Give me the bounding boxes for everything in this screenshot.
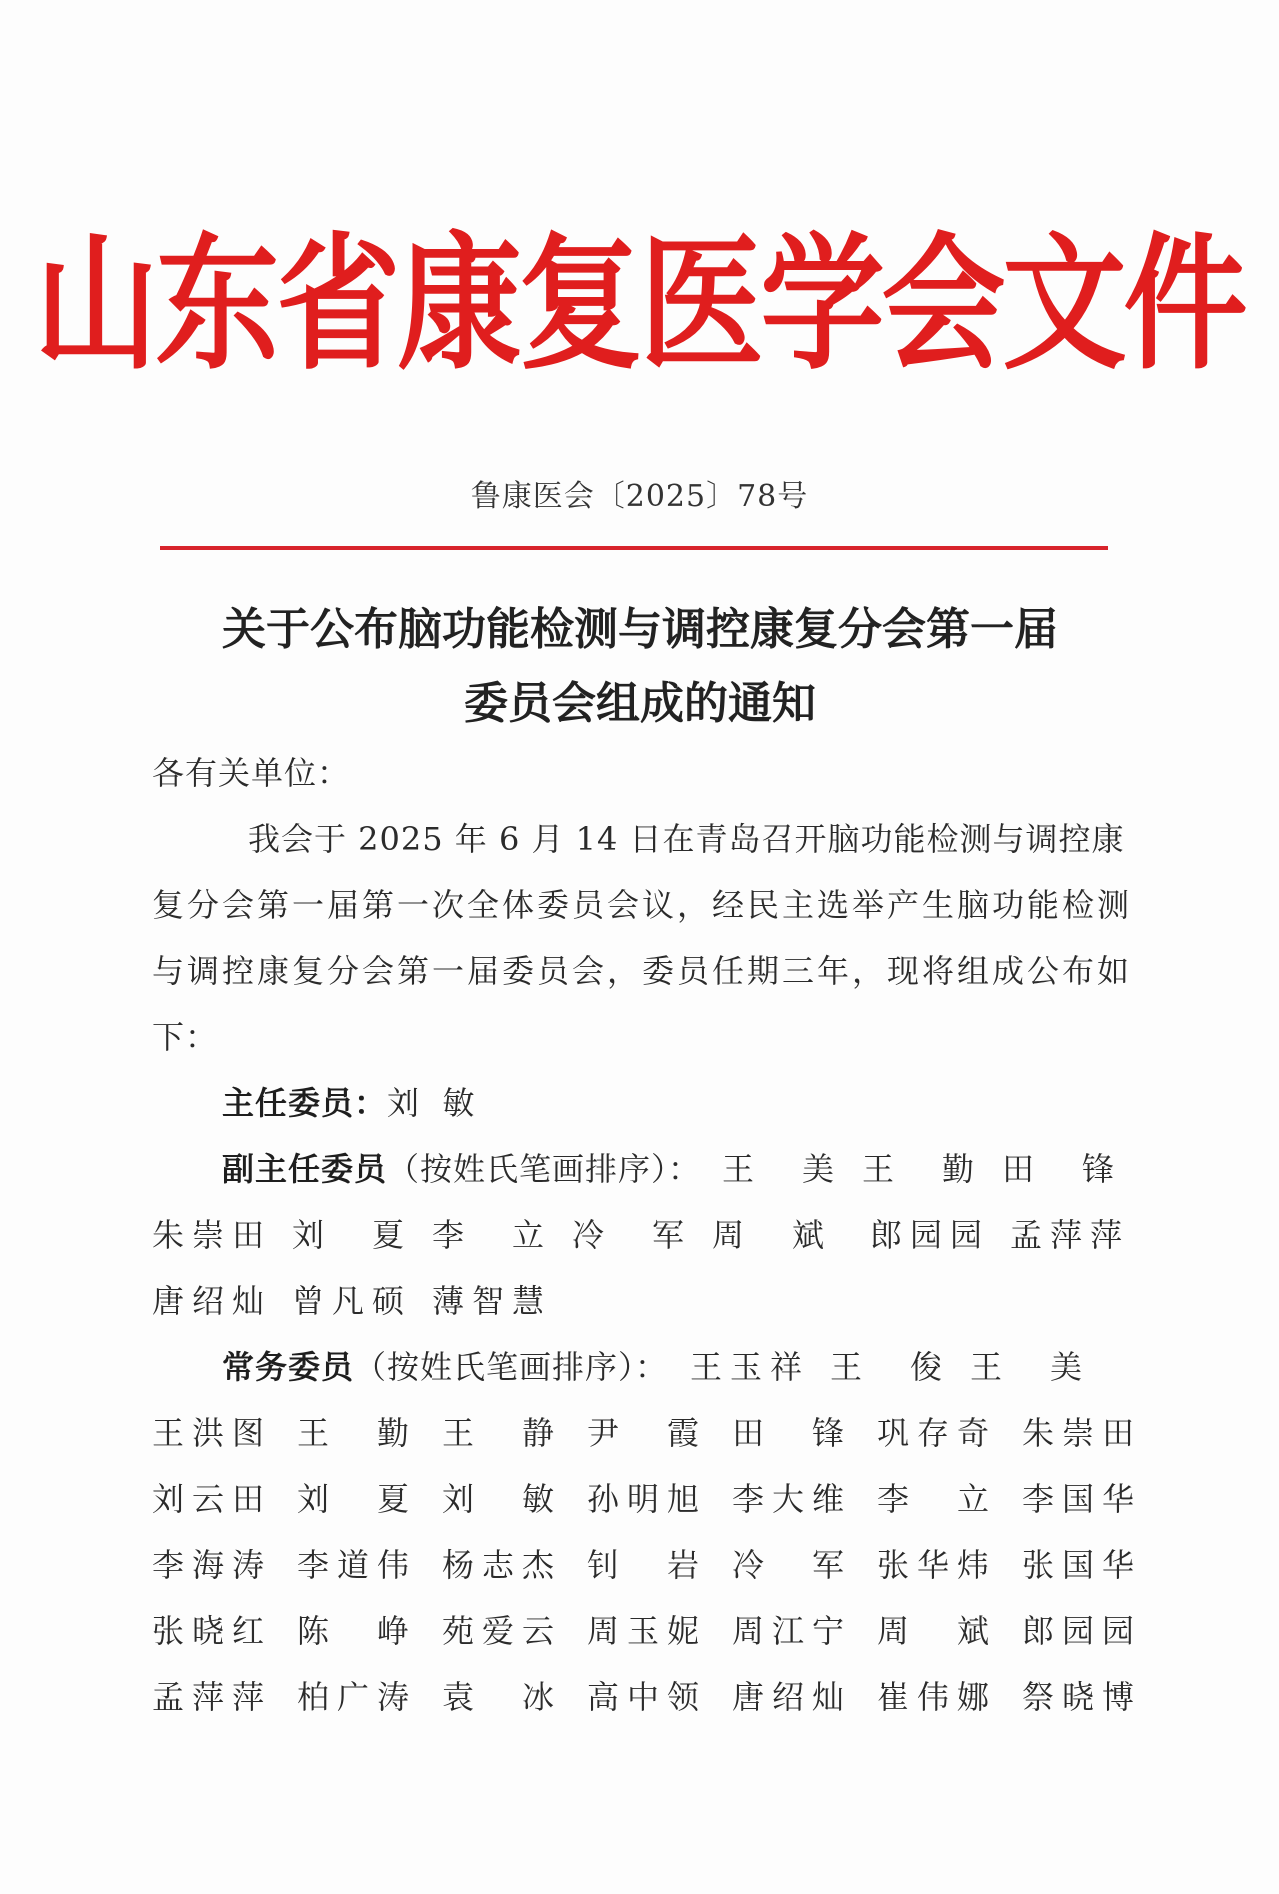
standing-member-name: 李 立 xyxy=(877,1480,989,1518)
standing-member-name: 杨志杰 xyxy=(442,1546,554,1584)
standing-members-row xyxy=(152,1410,1132,1456)
standing-member-name: 王 静 xyxy=(442,1414,554,1452)
vice-chairs-row xyxy=(152,1212,1132,1258)
vice-chair-name: 唐绍灿 xyxy=(152,1282,264,1320)
document-number: 鲁康医会〔2025〕78号 xyxy=(470,479,809,514)
standing-members-row xyxy=(152,1542,1132,1588)
standing-member-name: 田 锋 xyxy=(732,1414,844,1452)
standing-members-note: （按姓氏笔画排序）： xyxy=(354,1348,669,1386)
standing-member-name: 钊 岩 xyxy=(587,1546,699,1584)
standing-member-name: 张华炜 xyxy=(877,1546,989,1584)
standing-members-row xyxy=(152,1674,1132,1720)
chair-name: 刘 敏 xyxy=(387,1084,476,1122)
standing-member-name: 陈 峥 xyxy=(297,1612,409,1650)
notice-title-line-2: 委员会组成的通知 xyxy=(464,678,816,729)
standing-member-name: 王洪图 xyxy=(152,1414,264,1452)
standing-member-name: 李海涛 xyxy=(152,1546,264,1584)
standing-member-name: 巩存奇 xyxy=(877,1414,989,1452)
standing-member-name: 朱崇田 xyxy=(1022,1414,1134,1452)
vice-chair-name: 孟萍萍 xyxy=(1010,1216,1122,1254)
standing-member-name: 张晓红 xyxy=(152,1612,264,1650)
vice-chair-name: 冷 军 xyxy=(572,1216,684,1254)
standing-members-row xyxy=(152,1476,1132,1522)
vice-chair-name: 曾凡硕 xyxy=(292,1282,404,1320)
standing-member-name: 冷 军 xyxy=(732,1546,844,1584)
chair-line xyxy=(222,1080,1202,1126)
standing-member-name: 王 勤 xyxy=(297,1414,409,1452)
vice-chair-name: 王 美 xyxy=(722,1150,834,1188)
vice-chair-name: 薄智慧 xyxy=(432,1282,544,1320)
standing-member-name: 袁 冰 xyxy=(442,1678,554,1716)
vice-chair-name: 田 锋 xyxy=(1002,1150,1114,1188)
standing-member-name: 崔伟娜 xyxy=(877,1678,989,1716)
standing-member-name: 周江宁 xyxy=(732,1612,844,1650)
standing-member-name: 周玉妮 xyxy=(587,1612,699,1650)
standing-member-name: 李道伟 xyxy=(297,1546,409,1584)
standing-member-name: 李大维 xyxy=(732,1480,844,1518)
standing-member-name: 刘云田 xyxy=(152,1480,264,1518)
standing-members-label: 常务委员 xyxy=(222,1348,355,1386)
masthead-title: 山东省康复医学会文件 xyxy=(34,219,1245,391)
salutation: 各有关单位： xyxy=(152,754,351,792)
chair-label: 主任委员： xyxy=(222,1084,388,1122)
body-line-2: 复分会第一届第一次全体委员会议，经民主选举产生脑功能检测 xyxy=(152,886,1130,924)
vice-chairs-first-line-names xyxy=(152,1146,1132,1192)
standing-member-name: 李国华 xyxy=(1022,1480,1134,1518)
body-line-4: 下： xyxy=(152,1018,219,1056)
vice-chairs-note: （按姓氏笔画排序）： xyxy=(387,1150,702,1188)
standing-member-name: 王 俊 xyxy=(830,1348,942,1386)
vice-chair-name: 朱崇田 xyxy=(152,1216,264,1254)
standing-member-name: 苑爱云 xyxy=(442,1612,554,1650)
standing-member-name: 刘 敏 xyxy=(442,1480,554,1518)
standing-member-name: 尹 霞 xyxy=(587,1414,699,1452)
standing-member-name: 王 美 xyxy=(970,1348,1082,1386)
red-divider-rule xyxy=(160,546,1108,550)
vice-chairs-row xyxy=(152,1278,1132,1324)
vice-chair-name: 郎园园 xyxy=(870,1216,982,1254)
vice-chair-name: 李 立 xyxy=(432,1216,544,1254)
body-line-3: 与调控康复分会第一届委员会，委员任期三年，现将组成公布如 xyxy=(152,952,1130,990)
standing-member-name: 柏广涛 xyxy=(297,1678,409,1716)
standing-member-name: 唐绍灿 xyxy=(732,1678,844,1716)
standing-member-name: 周 斌 xyxy=(877,1612,989,1650)
standing-member-name: 祭晓博 xyxy=(1022,1678,1134,1716)
vice-chairs-label: 副主任委员 xyxy=(222,1150,388,1188)
standing-member-name: 张国华 xyxy=(1022,1546,1134,1584)
notice-title-line-1: 关于公布脑功能检测与调控康复分会第一届 xyxy=(222,604,1058,655)
standing-members-first-line-names xyxy=(152,1344,1132,1390)
vice-chair-name: 刘 夏 xyxy=(292,1216,404,1254)
standing-member-name: 高中领 xyxy=(587,1678,699,1716)
vice-chair-name: 王 勤 xyxy=(862,1150,974,1188)
standing-member-name: 孟萍萍 xyxy=(152,1678,264,1716)
body-line-1: 我会于 2025 年 6 月 14 日在青岛召开脑功能检测与调控康 xyxy=(248,820,1125,858)
standing-members-row xyxy=(152,1608,1132,1654)
standing-member-name: 王玉祥 xyxy=(690,1348,802,1386)
vice-chair-name: 周 斌 xyxy=(712,1216,824,1254)
standing-member-name: 孙明旭 xyxy=(587,1480,699,1518)
standing-member-name: 郎园园 xyxy=(1022,1612,1134,1650)
standing-member-name: 刘 夏 xyxy=(297,1480,409,1518)
